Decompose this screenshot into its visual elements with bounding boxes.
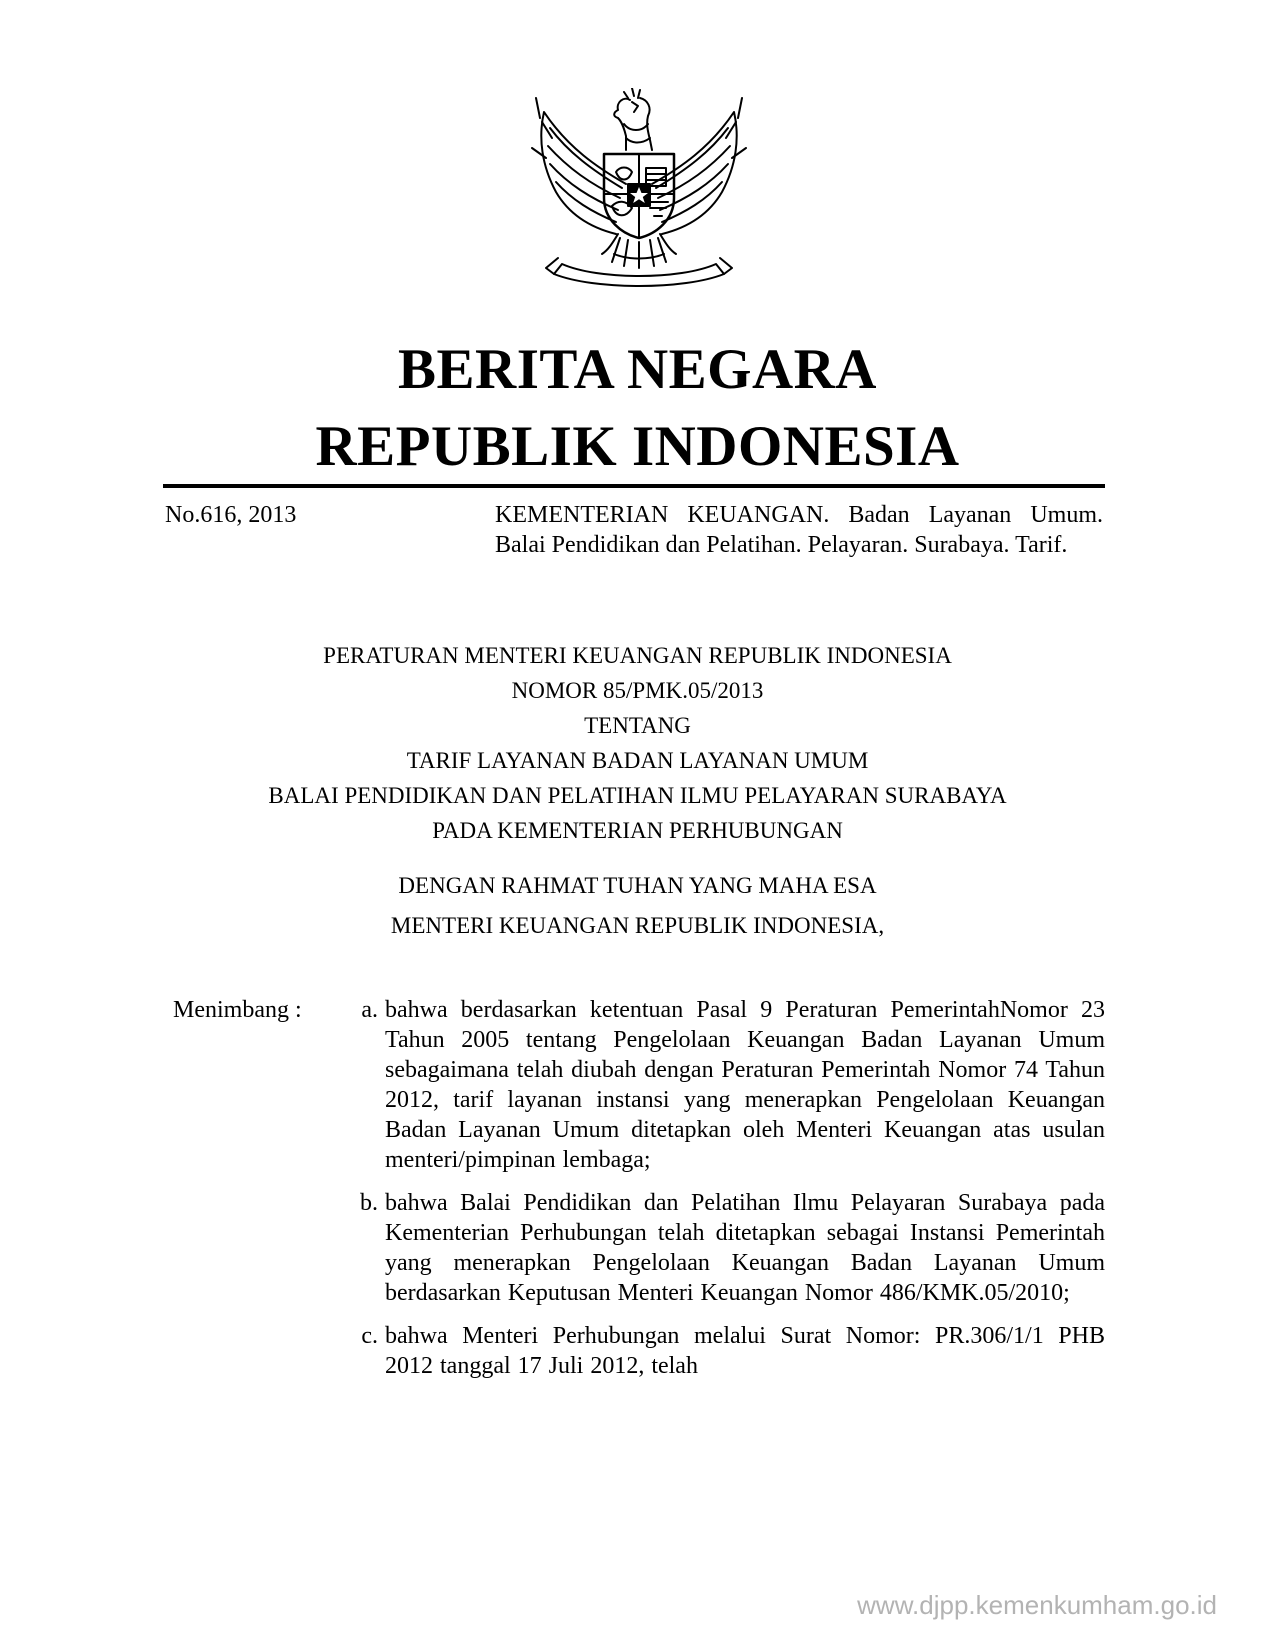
considering-item-c <box>325 1321 1105 1381</box>
opening-formula <box>0 868 1275 944</box>
regulation-subject-line: TARIF LAYANAN BADAN LAYANAN UMUM <box>406 748 869 773</box>
opening-line-2: MENTERI KEUANGAN REPUBLIK INDONESIA, <box>390 913 885 938</box>
issue-subject: KEMENTERIAN KEUANGAN. Badan Layanan Umum. Balai Pendidikan dan Pelatihan. Pelayaran. Surabaya. Tarif. <box>495 502 1103 558</box>
item-letter: c. <box>361 1323 378 1349</box>
gazette-title-line-1: BERITA NEGARA <box>398 338 877 401</box>
gazette-title-line-2: REPUBLIK INDONESIA <box>315 415 960 478</box>
regulation-subject-line: BALAI PENDIDIKAN DAN PELATIHAN ILMU PELAYARAN SURABAYA <box>268 783 1007 808</box>
considering-item-a <box>325 995 1105 1175</box>
opening-line-1: DENGAN RAHMAT TUHAN YANG MAHA ESA <box>398 873 877 898</box>
issue-number: No.616, 2013 <box>165 502 297 528</box>
regulation-number: NOMOR 85/PMK.05/2013 <box>511 678 764 703</box>
considering-item-b <box>325 1188 1105 1308</box>
regulation-subject-line: PADA KEMENTERIAN PERHUBUNGAN <box>432 818 843 843</box>
title-divider <box>163 484 1105 488</box>
regulation-about: TENTANG <box>584 713 691 738</box>
regulation-title: PERATURAN MENTERI KEUANGAN REPUBLIK INDONESIA <box>323 643 952 668</box>
garuda-pancasila-emblem-icon <box>528 88 750 294</box>
regulation-heading <box>0 638 1275 848</box>
item-text: bahwa berdasarkan ketentuan Pasal 9 Peraturan PemerintahNomor 23 Tahun 2005 tentang Pengelolaan Keuangan Badan Layanan Umum sebagaimana telah diubah dengan Peraturan Pemerintah Nomor 74 Tahun 2012, tarif layanan instansi yang menerapkan Pengelolaan Keuangan Badan Layanan Umum ditetapkan oleh Menteri Keuangan atas usulan menteri/pimpinan lembaga; <box>385 997 1105 1173</box>
item-text: bahwa Menteri Perhubungan melalui Surat Nomor: PR.306/1/1 PHB 2012 tanggal 17 Juli 2012, telah <box>385 1323 1105 1379</box>
item-letter: b. <box>360 1190 378 1216</box>
considering-label: Menimbang : <box>173 997 302 1023</box>
item-letter: a. <box>361 997 378 1023</box>
website-watermark: www.djpp.kemenkumham.go.id <box>857 1590 1217 1620</box>
item-text: bahwa Balai Pendidikan dan Pelatihan Ilmu Pelayaran Surabaya pada Kementerian Perhubungan telah ditetapkan sebagai Instansi Pemerintah yang menerapkan Pengelolaan Keuangan Badan Layanan Umum berdasarkan Keputusan Menteri Keuangan Nomor 486/KMK.05/2010; <box>385 1190 1105 1306</box>
considering-list <box>325 995 1105 1394</box>
